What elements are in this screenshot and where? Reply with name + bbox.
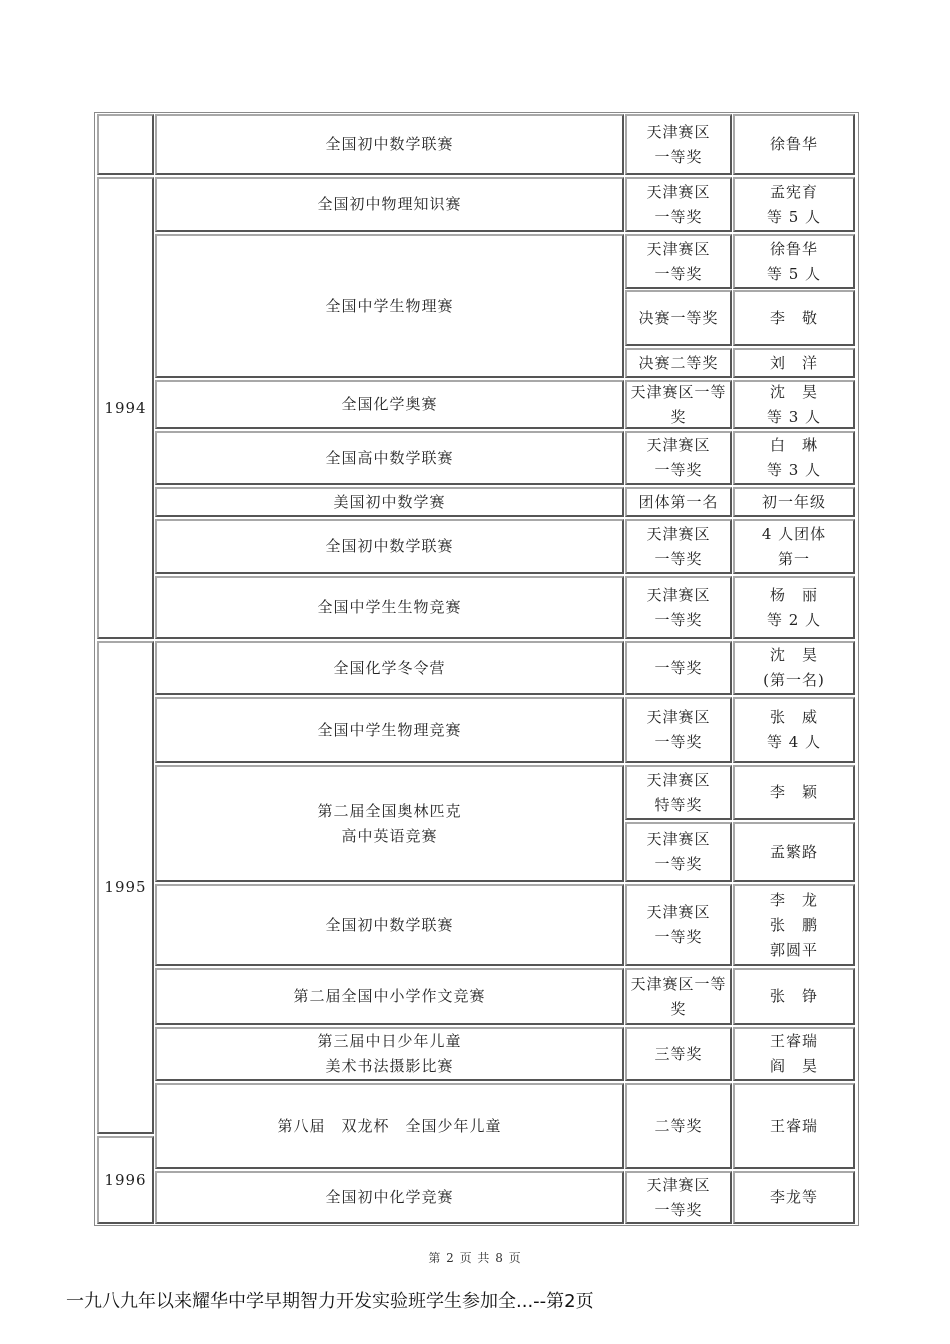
- year-cell: 1994: [97, 177, 154, 639]
- winner-cell: 初一年级: [733, 487, 855, 517]
- winner-cell: 张 威 等 4 人: [733, 697, 855, 763]
- competition-cell: 第二届全国中小学作文竞赛: [155, 968, 624, 1025]
- winner-cell: 王睿瑞: [733, 1083, 855, 1169]
- winner-cell: 沈 昊 等 3 人: [733, 380, 855, 429]
- winner-cell: 4 人团体 第一: [733, 519, 855, 574]
- competition-cell: 全国初中数学联赛: [155, 884, 624, 966]
- award-level-cell: 天津赛区 一等奖: [625, 576, 732, 639]
- award-level-cell: 天津赛区一等 奖: [625, 968, 732, 1025]
- page-footer: 第 2 页 共 8 页: [428, 1251, 522, 1265]
- winner-cell: 李 龙 张 鹏 郭圆平: [733, 884, 855, 966]
- competition-cell: 全国化学冬令营: [155, 641, 624, 695]
- competition-cell: 全国初中化学竞赛: [155, 1171, 624, 1224]
- winner-cell: 李龙等: [733, 1171, 855, 1224]
- winner-cell: 杨 丽 等 2 人: [733, 576, 855, 639]
- winner-cell: 白 琳 等 3 人: [733, 431, 855, 485]
- award-level-cell: 天津赛区 一等奖: [625, 884, 732, 966]
- winner-cell: 张 铮: [733, 968, 855, 1025]
- winner-cell: 孟宪育 等 5 人: [733, 177, 855, 232]
- winner-cell: 沈 昊 (第一名): [733, 641, 855, 695]
- competition-cell: 全国化学奥赛: [155, 380, 624, 429]
- award-level-cell: 决赛一等奖: [625, 290, 732, 346]
- award-level-cell: 天津赛区 特等奖: [625, 765, 732, 820]
- award-level-cell: 天津赛区 一等奖: [625, 697, 732, 763]
- year-cell-continued: [97, 114, 154, 175]
- winner-cell: 孟繁路: [733, 822, 855, 882]
- winner-cell: 徐鲁华 等 5 人: [733, 234, 855, 289]
- competition-cell: 全国初中数学联赛: [155, 114, 624, 175]
- award-level-cell: 天津赛区 一等奖: [625, 234, 732, 289]
- award-level-cell: 团体第一名: [625, 487, 732, 517]
- award-level-cell: 天津赛区 一等奖: [625, 519, 732, 574]
- year-cell: 1995: [97, 641, 154, 1134]
- award-level-cell: 天津赛区 一等奖: [625, 822, 732, 882]
- competition-cell: 全国中学生物理赛: [155, 234, 624, 378]
- award-level-cell: 天津赛区一等 奖: [625, 380, 732, 429]
- winner-cell: 徐鲁华: [733, 114, 855, 175]
- competition-cell: 全国初中数学联赛: [155, 519, 624, 574]
- competition-cell: 美国初中数学赛: [155, 487, 624, 517]
- competition-cell: 第二届全国奥林匹克 高中英语竞赛: [155, 765, 624, 882]
- winner-cell: 刘 洋: [733, 348, 855, 378]
- award-level-cell: 天津赛区 一等奖: [625, 177, 732, 232]
- competition-cell: 全国初中物理知识赛: [155, 177, 624, 232]
- competition-cell: 全国高中数学联赛: [155, 431, 624, 485]
- award-level-cell: 决赛二等奖: [625, 348, 732, 378]
- award-level-cell: 天津赛区 一等奖: [625, 431, 732, 485]
- competition-cell: 第八届 双龙杯 全国少年儿童: [155, 1083, 624, 1169]
- winner-cell: 王睿瑞 阎 昊: [733, 1027, 855, 1081]
- award-level-cell: 一等奖: [625, 641, 732, 695]
- competition-cell: 全国中学生生物竞赛: [155, 576, 624, 639]
- award-level-cell: 天津赛区 一等奖: [625, 114, 732, 175]
- document-title: 一九八九年以来耀华中学早期智力开发实验班学生参加全...--第2页: [66, 1291, 594, 1312]
- award-level-cell: 三等奖: [625, 1027, 732, 1081]
- award-level-cell: 天津赛区 一等奖: [625, 1171, 732, 1224]
- award-level-cell: 二等奖: [625, 1083, 732, 1169]
- competition-cell: 第三届中日少年儿童 美术书法摄影比赛: [155, 1027, 624, 1081]
- year-cell: 1996: [97, 1136, 154, 1224]
- competition-cell: 全国中学生物理竞赛: [155, 697, 624, 763]
- winner-cell: 李 敬: [733, 290, 855, 346]
- winner-cell: 李 颖: [733, 765, 855, 820]
